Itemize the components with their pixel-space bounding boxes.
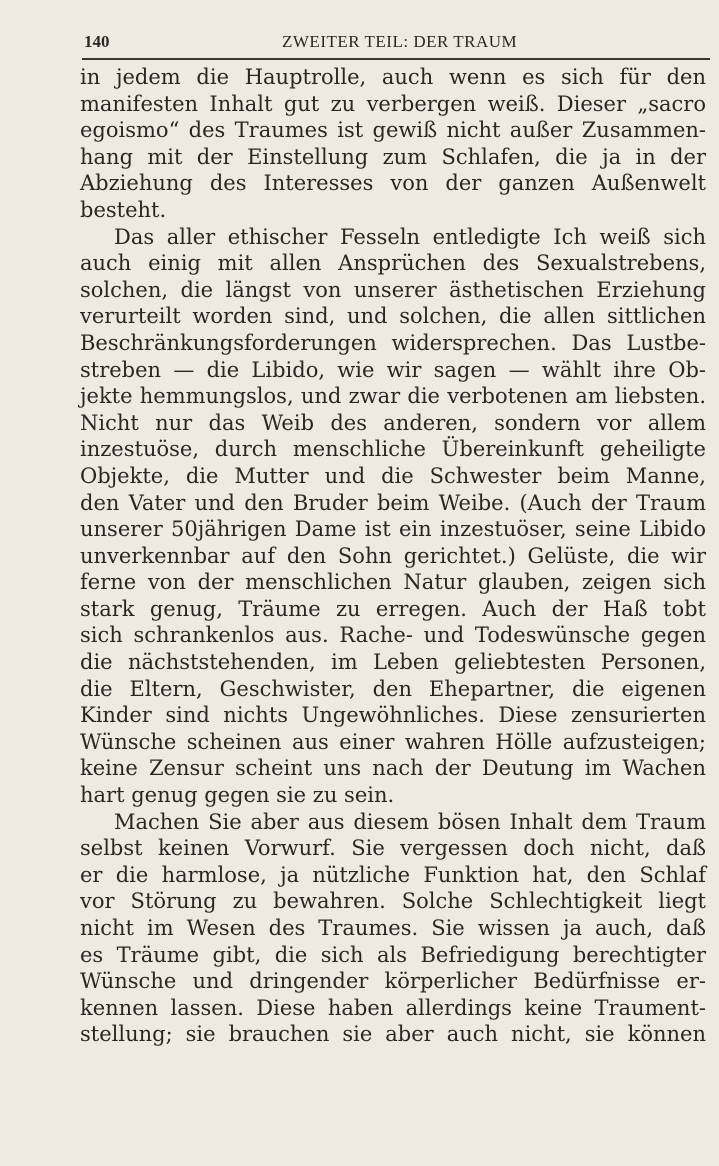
text-line: manifesten Inhalt gut zu verbergen weiß. Dieser „sacro [80, 91, 706, 116]
running-head: ZWEITER TEIL: DER TRAUM [282, 32, 518, 51]
text-line: inzestuöse, durch menschliche Übereinkunft geheiligte [80, 437, 706, 462]
text-line: solchen, die längst von unserer ästhetischen Erziehung [80, 277, 706, 302]
text-line: streben — die Libido, wie wir sagen — wählt ihre Ob- [80, 357, 706, 382]
text-line: kennen lassen. Diese haben allerdings keine Traument- [80, 995, 706, 1020]
page-header [84, 28, 704, 58]
paragraph-3 [80, 809, 706, 1048]
text-line: jekte hemmungslos, und zwar die verbotenen am liebsten. [80, 384, 706, 409]
page-number: 140 [84, 32, 110, 51]
text-line: verurteilt worden sind, und solchen, die allen sittlichen [80, 304, 706, 329]
text-line: Machen Sie aber aus diesem bösen Inhalt dem Traum [114, 809, 706, 834]
text-line: unverkennbar auf den Sohn gerichtet.) Gelüste, die wir [80, 543, 706, 568]
text-line: egoismo“ des Traumes ist gewiß nicht außer Zusammen- [80, 118, 706, 143]
text-line: die nächststehenden, im Leben geliebtesten Personen, [80, 650, 706, 675]
text-line: Kinder sind nichts Ungewöhnliches. Diese zensurierten [80, 703, 706, 728]
text-line: auch einig mit allen Ansprüchen des Sexualstrebens, [80, 251, 706, 276]
body-text [80, 64, 706, 1048]
text-line: keine Zensur scheint uns nach der Deutung im Wachen [80, 756, 706, 781]
text-line: in jedem die Hauptrolle, auch wenn es sich für den [80, 65, 706, 89]
text-line: stellung; sie brauchen sie aber auch nicht, sie können [80, 1022, 706, 1047]
text-line: besteht. [80, 197, 167, 222]
text-line: hang mit der Einstellung zum Schlafen, die ja in der [80, 144, 706, 169]
text-line: Wünsche scheinen aus einer wahren Hölle aufzusteigen; [80, 729, 706, 754]
text-line: stark genug, Träume zu erregen. Auch der Haß tobt [80, 596, 706, 621]
text-line: Das aller ethischer Fesseln entledigte Ich weiß sich [114, 224, 706, 249]
text-line: ferne von der menschlichen Natur glauben, zeigen sich [80, 570, 706, 595]
text-line: den Vater und den Bruder beim Weibe. (Auch der Traum [80, 490, 706, 515]
text-line: selbst keinen Vorwurf. Sie vergessen doch nicht, daß [80, 836, 706, 861]
text-line: die Eltern, Geschwister, den Ehepartner, die eigenen [80, 676, 706, 701]
paragraph-1 [80, 64, 706, 224]
text-line: vor Störung zu bewahren. Solche Schlechtigkeit liegt [80, 889, 706, 914]
text-line: es Träume gibt, die sich als Befriedigung berechtigter [80, 942, 706, 967]
text-line: Nicht nur das Weib des anderen, sondern vor allem [80, 410, 706, 435]
text-line: nicht im Wesen des Traumes. Sie wissen ja auch, daß [80, 916, 706, 940]
text-line: sich schrankenlos aus. Rache- und Todeswünsche gegen [80, 623, 706, 648]
header-rule [82, 58, 710, 60]
text-line: Beschränkungsforderungen widersprechen. Das Lustbe- [80, 330, 706, 355]
text-line: er die harmlose, ja nützliche Funktion hat, den Schlaf [80, 862, 706, 887]
text-line: Objekte, die Mutter und die Schwester beim Manne, [80, 463, 706, 488]
text-line: unserer 50jährigen Dame ist ein inzestuöser, seine Libido [80, 517, 706, 542]
text-line: Wünsche und dringender körperlicher Bedürfnisse er- [80, 969, 706, 994]
paragraph-2 [80, 224, 706, 809]
text-line: hart genug gegen sie zu sein. [80, 783, 395, 808]
text-line: Abziehung des Interesses von der ganzen Außenwelt [80, 171, 706, 196]
